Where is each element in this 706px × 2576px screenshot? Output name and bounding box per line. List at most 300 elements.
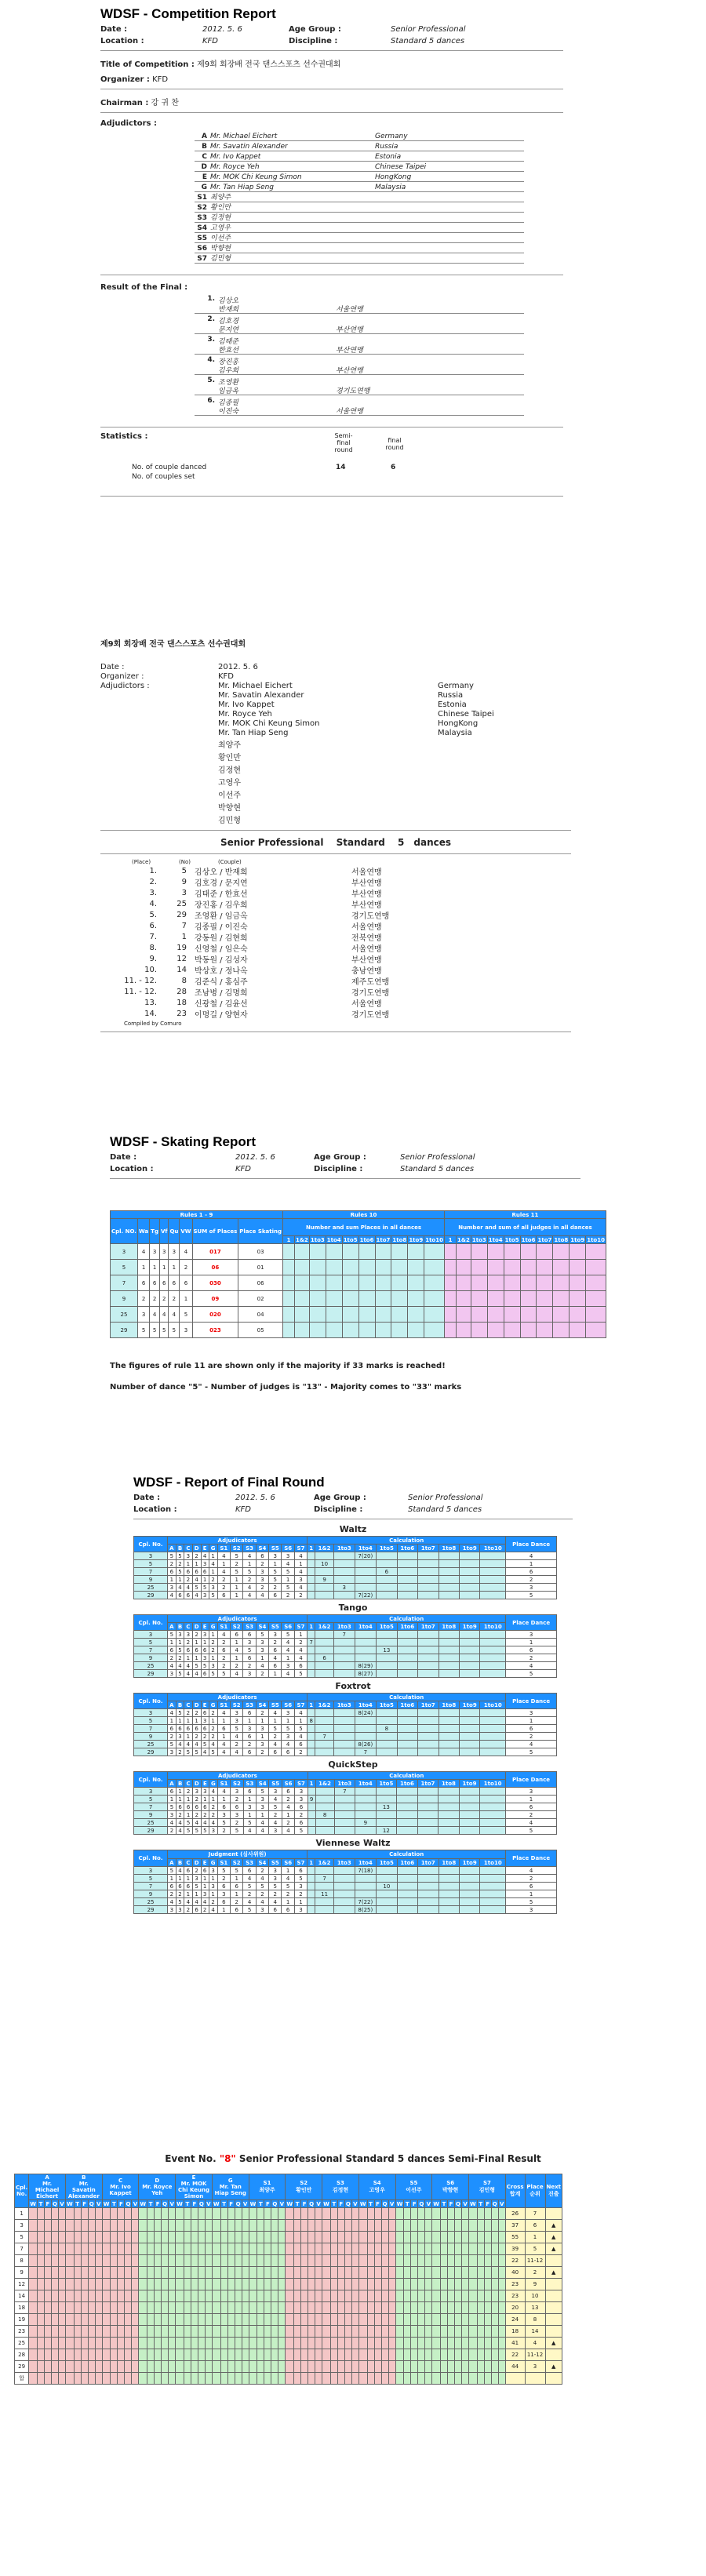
- semi-mark-cell: [155, 2361, 162, 2373]
- semi-mark-cell: [74, 2243, 81, 2255]
- dance-h-calc-col: 1: [308, 1623, 315, 1631]
- summary-federation: 충남연맹: [351, 966, 382, 976]
- dance-mark: 6: [192, 1646, 201, 1654]
- adjudicator-list: [195, 131, 563, 264]
- dance-mark: 4: [294, 1584, 307, 1592]
- semi-mark-cell: [491, 2208, 498, 2220]
- dance-mark: 1: [176, 1717, 184, 1725]
- dance-mark: 1: [192, 1560, 201, 1568]
- dance-mark: 1: [168, 1639, 176, 1646]
- dance-mark: 4: [168, 1898, 176, 1906]
- dance-calc: [439, 1788, 460, 1796]
- dance-mark: 2: [217, 1827, 230, 1835]
- dance-h-judge: S5: [269, 1545, 282, 1552]
- semi-mark-cell: [374, 2232, 381, 2243]
- semi-mark-cell: [271, 2349, 278, 2361]
- adjudicator-country: Malaysia: [375, 184, 406, 191]
- dance-mark: 1: [168, 1796, 176, 1803]
- semi-mark-cell: [37, 2314, 44, 2326]
- dance-calc: [397, 1867, 417, 1875]
- semi-mark-cell: [125, 2314, 132, 2326]
- dance-calc: 7(22): [355, 1898, 377, 1906]
- semi-mark-cell: [381, 2349, 388, 2361]
- dance-calc: [480, 1709, 506, 1717]
- semi-mark-cell: [147, 2338, 155, 2349]
- dance-h-calc-col: 1to9: [459, 1780, 480, 1788]
- dance-mark: 1: [282, 1576, 294, 1584]
- dance-mark: 6: [269, 1592, 282, 1599]
- sk-dance-place: 4: [180, 1244, 192, 1260]
- semi-mark-cell: [278, 2232, 286, 2243]
- semi-mark-cell: [264, 2243, 271, 2255]
- dance-mark: 5: [294, 1875, 307, 1883]
- semi-mark-cell: [344, 2338, 351, 2349]
- semi-mark-cell: [212, 2220, 220, 2232]
- semi-total: 26: [505, 2208, 525, 2220]
- semi-mark-cell: [498, 2326, 505, 2338]
- dance-calc: [439, 1898, 459, 1906]
- sk-r10-cell: [375, 1291, 391, 1307]
- dance-calc: [355, 1883, 377, 1890]
- semi-mark-cell: [51, 2349, 58, 2361]
- dance-mark: 3: [256, 1639, 268, 1646]
- dance-h-calc: Calculation: [308, 1615, 506, 1623]
- dance-calc: [308, 1670, 315, 1678]
- semi-mark-cell: [88, 2208, 95, 2220]
- dance-h-judge: C: [184, 1623, 192, 1631]
- dance-mark: 1: [176, 1639, 184, 1646]
- semi-mark-cell: [381, 2208, 388, 2220]
- semi-mark-cell: [58, 2243, 65, 2255]
- sk-r11-cell: [471, 1323, 487, 1338]
- sk-h-col: 1to8: [392, 1236, 407, 1243]
- dance-mark: 2: [256, 1560, 268, 1568]
- semi-mark-cell: [484, 2220, 491, 2232]
- adjudicator-country: Estonia: [375, 153, 402, 161]
- semi-mark-cell: [212, 2255, 220, 2267]
- semi-mark-cell: [205, 2361, 212, 2373]
- semi-h-dance: F: [374, 2200, 381, 2208]
- sk-r10-cell: [408, 1260, 424, 1275]
- dance-calc: 7: [355, 1748, 377, 1756]
- summary-number: 8: [181, 976, 187, 985]
- semi-footer-cell: [191, 2373, 198, 2385]
- dance-mark: 6: [201, 1568, 209, 1576]
- dance-mark: 2: [217, 1576, 230, 1584]
- dance-calc: [315, 1819, 334, 1827]
- dance-place: 2: [505, 1811, 556, 1819]
- adjudicator-name: Mr. Savatin Alexander: [210, 143, 288, 151]
- dance-calc: 7(22): [355, 1592, 377, 1599]
- semi-mark-cell: [498, 2232, 505, 2243]
- semi-mark-cell: [147, 2232, 155, 2243]
- semi-mark-cell: [81, 2349, 88, 2361]
- dance-cpl: 5: [134, 1875, 168, 1883]
- semi-mark-cell: [484, 2232, 491, 2243]
- semi-mark-cell: [301, 2302, 308, 2314]
- sk-r11-cell: [586, 1291, 606, 1307]
- dance-h-judge: S2: [231, 1623, 243, 1631]
- semi-mark-cell: [95, 2243, 102, 2255]
- dance-calc: [308, 1883, 315, 1890]
- semi-mark-cell: [484, 2314, 491, 2326]
- dance-mark: 4: [176, 1867, 184, 1875]
- col-no: (No): [179, 859, 191, 865]
- sk-r11-cell: [537, 1307, 553, 1323]
- semi-mark-cell: [220, 2338, 227, 2349]
- dance-mark: 3: [282, 1662, 294, 1670]
- semi-mark-cell: [301, 2279, 308, 2290]
- summary-adj-country: [438, 738, 555, 750]
- dance-mark: 4: [256, 1592, 268, 1599]
- final-result-list: [195, 295, 563, 416]
- semi-footer-cell: [29, 2373, 38, 2385]
- dance-title: QuickStep: [328, 1759, 378, 1770]
- final-round-title: WDSF - Report of Final Round: [133, 1475, 325, 1490]
- semi-mark-cell: [220, 2255, 227, 2267]
- sk-r11-cell: [553, 1323, 570, 1338]
- semi-footer-cell: [125, 2373, 132, 2385]
- semi-mark-cell: [484, 2243, 491, 2255]
- dance-mark: 4: [184, 1898, 192, 1906]
- semi-total: 22: [505, 2255, 525, 2267]
- sk-row: [111, 1260, 606, 1275]
- dance-calc: [377, 1639, 397, 1646]
- dance-calc: [459, 1796, 480, 1803]
- summary-couple: 박상호 / 정나옥: [195, 966, 248, 976]
- semi-judge-name: Mr. Ivo Kappet: [109, 2184, 132, 2196]
- semi-mark-cell: [418, 2326, 425, 2338]
- dance-mark: 3: [295, 1788, 308, 1796]
- semi-row: [15, 2243, 562, 2255]
- adjudicator-country: Russia: [375, 143, 398, 151]
- semi-mark-cell: [301, 2255, 308, 2267]
- semi-mark-cell: [212, 2267, 220, 2279]
- title-comp-label: Title of Competition :: [100, 60, 195, 69]
- semi-mark-cell: [37, 2302, 44, 2314]
- semi-mark-cell: [147, 2243, 155, 2255]
- semi-mark-cell: [278, 2290, 286, 2302]
- dance-mark: 4: [209, 1906, 217, 1914]
- dance-row: [134, 1568, 557, 1576]
- summary-couple: 강동원 / 김현희: [195, 933, 248, 943]
- semi-mark-cell: [498, 2338, 505, 2349]
- sk-h-dance: Wa: [137, 1219, 149, 1244]
- dance-mark: 3: [269, 1867, 282, 1875]
- dance-mark: 3: [257, 1803, 269, 1811]
- sk-h-col: 1to8: [554, 1236, 569, 1243]
- dance-mark: 5: [168, 1552, 176, 1560]
- sk-h-r10sub: Number and sum Places in all dances: [283, 1219, 445, 1236]
- dance-place: 3: [506, 1584, 557, 1592]
- semi-mark-cell: [301, 2314, 308, 2326]
- semi-mark-cell: [162, 2220, 169, 2232]
- dance-h-calc-col: 1to3: [334, 1545, 355, 1552]
- semi-mark-cell: [477, 2290, 484, 2302]
- dance-mark: 3: [256, 1725, 268, 1733]
- semi-mark-cell: [498, 2361, 505, 2373]
- summary-place: 3.: [149, 888, 157, 897]
- dance-mark: 4: [231, 1670, 243, 1678]
- dance-calc: 10: [315, 1560, 334, 1568]
- dance-mark: 5: [282, 1584, 294, 1592]
- semi-mark-cell: [411, 2255, 418, 2267]
- sk-r11-cell: [504, 1323, 520, 1338]
- dance-h-judge: C: [184, 1545, 192, 1552]
- dance-calc: [397, 1796, 418, 1803]
- semi-mark-cell: [176, 2220, 184, 2232]
- dance-mark: 5: [269, 1576, 282, 1584]
- semi-mark-cell: [235, 2255, 242, 2267]
- sk-r10-cell: [283, 1291, 295, 1307]
- semi-mark-cell: [404, 2232, 411, 2243]
- dance-calc: 13: [376, 1803, 397, 1811]
- dance-calc: [308, 1592, 315, 1599]
- semi-mark-cell: [235, 2361, 242, 2373]
- dance-row: [134, 1639, 557, 1646]
- semi-h-dance: W: [213, 2200, 220, 2207]
- semi-mark-cell: [374, 2349, 381, 2361]
- dance-mark: 2: [269, 1890, 282, 1898]
- sk-r10-cell: [391, 1323, 408, 1338]
- semi-mark-cell: [484, 2302, 491, 2314]
- dance-mark: 4: [294, 1709, 307, 1717]
- semi-place: 6: [525, 2220, 545, 2232]
- dance-calc: [308, 1803, 315, 1811]
- semi-mark-cell: [308, 2243, 315, 2255]
- semi-mark-cell: [286, 2326, 294, 2338]
- dance-h-calc-col: 1to3: [334, 1859, 355, 1867]
- semi-mark-cell: [330, 2338, 337, 2349]
- semi-mark-cell: [351, 2279, 358, 2290]
- summary-federation: 서울연맹: [351, 922, 382, 932]
- semi-mark-cell: [169, 2361, 176, 2373]
- dance-h-judge: D: [192, 1859, 201, 1867]
- semi-mark-cell: [162, 2361, 169, 2373]
- dance-mark: 1: [231, 1875, 243, 1883]
- dance-place: 6: [506, 1883, 557, 1890]
- sk-r11-cell: [570, 1323, 586, 1338]
- semi-mark-cell: [242, 2208, 249, 2220]
- dance-h-judge: S5: [269, 1701, 282, 1709]
- sk-r11-cell: [504, 1275, 520, 1291]
- semi-mark-cell: [29, 2361, 38, 2373]
- semi-mark-cell: [29, 2314, 38, 2326]
- dance-h-calc-col: 1to6: [397, 1701, 417, 1709]
- semi-mark-cell: [425, 2361, 432, 2373]
- adjudicator-name: Mr. Tan Hiap Seng: [210, 184, 275, 191]
- semi-mark-cell: [74, 2326, 81, 2338]
- semi-mark-cell: [205, 2314, 212, 2326]
- dance-cpl: 29: [134, 1906, 168, 1914]
- semi-mark-cell: [198, 2338, 205, 2349]
- semi-mark-cell: [29, 2349, 38, 2361]
- semi-mark-cell: [155, 2208, 162, 2220]
- semi-mark-cell: [176, 2349, 184, 2361]
- dance-mark: 4: [294, 1654, 307, 1662]
- semi-mark-cell: [351, 2338, 358, 2349]
- sk-r10-cell: [391, 1291, 408, 1307]
- semi-mark-cell: [242, 2349, 249, 2361]
- dance-mark: 2: [184, 1788, 192, 1796]
- sk-r10-cell: [358, 1323, 375, 1338]
- summary-couple: 조남병 / 김명희: [195, 988, 248, 998]
- summary-date-label: Date :: [100, 663, 125, 671]
- statistics-block: [100, 432, 563, 491]
- semi-mark-cell: [322, 2267, 331, 2279]
- summary-place: 8.: [149, 943, 157, 952]
- semi-mark-cell: [455, 2326, 462, 2338]
- adjudicator-letter: S4: [197, 224, 207, 232]
- semi-footer-cell: [264, 2373, 271, 2385]
- dance-mark: 2: [243, 1662, 256, 1670]
- dance-calc: [418, 1883, 439, 1890]
- dance-calc: [355, 1725, 377, 1733]
- semi-mark-cell: [337, 2314, 344, 2326]
- dance-calc: [459, 1788, 480, 1796]
- dance-mark: 6: [243, 1748, 256, 1756]
- semi-mark-cell: [132, 2208, 139, 2220]
- dance-h-judge: S3: [243, 1701, 256, 1709]
- sk-h-col: 1to5: [343, 1236, 358, 1243]
- semi-footer-row: [15, 2373, 562, 2385]
- semi-mark-cell: [264, 2220, 271, 2232]
- semi-row: [15, 2314, 562, 2326]
- semi-mark-cell: [95, 2208, 102, 2220]
- semi-mark-cell: [155, 2220, 162, 2232]
- semi-header-row-1: [15, 2174, 562, 2200]
- semi-footer-cell: [315, 2373, 322, 2385]
- dance-calc: [315, 1568, 334, 1576]
- dance-mark: 5: [269, 1568, 282, 1576]
- semi-mark-cell: [111, 2314, 118, 2326]
- summary-place: 10.: [144, 965, 157, 974]
- dance-mark: 2: [176, 1654, 184, 1662]
- final-place: 1.: [207, 295, 215, 303]
- dance-calc: [460, 1639, 480, 1646]
- dance-calc: [480, 1898, 506, 1906]
- semi-total: 24: [505, 2314, 525, 2326]
- semi-mark-cell: [74, 2302, 81, 2314]
- semi-mark-cell: [44, 2243, 51, 2255]
- semi-mark-cell: [294, 2208, 301, 2220]
- semi-h-dance: F: [411, 2200, 418, 2208]
- summary-number: 3: [181, 888, 187, 897]
- semi-mark-cell: [388, 2279, 395, 2290]
- summary-heading: Senior Professional Standard 5 dances: [220, 837, 452, 848]
- dance-mark: 1: [192, 1654, 201, 1662]
- dance-h-judge: S2: [231, 1701, 243, 1709]
- dance-calc: [308, 1725, 315, 1733]
- semi-mark-cell: [462, 2208, 469, 2220]
- semi-mark-cell: [111, 2279, 118, 2290]
- semi-mark-cell: [51, 2267, 58, 2279]
- summary-adj-name: Mr. Savatin Alexander: [218, 691, 304, 700]
- semi-mark-cell: [235, 2349, 242, 2361]
- semi-mark-cell: [432, 2302, 441, 2314]
- summary-number: 7: [181, 921, 187, 930]
- dance-row: [134, 1875, 557, 1883]
- semi-cpl: 9: [15, 2267, 29, 2279]
- dance-mark: 4: [256, 1875, 268, 1883]
- dance-h-judge: S5: [269, 1623, 282, 1631]
- dance-mark: 3: [256, 1906, 268, 1914]
- semi-footer-cell: [81, 2373, 88, 2385]
- semi-mark-cell: [147, 2279, 155, 2290]
- semi-mark-cell: [271, 2267, 278, 2279]
- semi-h-dance: W: [323, 2200, 329, 2207]
- semi-footer-cell: [51, 2373, 58, 2385]
- dance-mark: 5: [243, 1646, 256, 1654]
- dance-calc: [315, 1584, 334, 1592]
- dance-mark: 4: [168, 1662, 176, 1670]
- adjudicator-name: 최양주: [210, 194, 231, 202]
- semi-mark-cell: [337, 2290, 344, 2302]
- dance-mark: 3: [201, 1631, 209, 1639]
- semi-mark-cell: [344, 2326, 351, 2338]
- dance-calc: 8(27): [355, 1670, 377, 1678]
- sk-r10-cell: [342, 1260, 358, 1275]
- semi-mark-cell: [235, 2290, 242, 2302]
- final-round-report: [0, 1475, 706, 1914]
- semi-footer-cell: [455, 2373, 462, 2385]
- dance-mark: 4: [168, 1592, 176, 1599]
- sk-r10-cell: [295, 1323, 310, 1338]
- sk-r11-cell: [471, 1260, 487, 1275]
- dance-calc: [355, 1568, 377, 1576]
- dance-title: Tango: [338, 1603, 368, 1613]
- sk-r10-cell: [358, 1260, 375, 1275]
- dance-calc: [418, 1568, 439, 1576]
- semi-mark-cell: [29, 2302, 38, 2314]
- sk-sum: 017: [192, 1244, 238, 1260]
- semi-mark-cell: [344, 2267, 351, 2279]
- disc-value: Standard 5 dances: [391, 37, 465, 45]
- sk-r10-cell: [408, 1323, 424, 1338]
- semi-mark-cell: [322, 2290, 331, 2302]
- dance-place: 5: [506, 1592, 557, 1599]
- semi-mark-cell: [111, 2326, 118, 2338]
- semi-mark-cell: [111, 2338, 118, 2349]
- dance-calc: [334, 1725, 355, 1733]
- semi-mark-cell: [95, 2361, 102, 2373]
- semi-mark-cell: [235, 2232, 242, 2243]
- semi-mark-cell: [139, 2267, 147, 2279]
- semi-footer-cell: [388, 2373, 395, 2385]
- dance-place: 2: [506, 1875, 557, 1883]
- semi-mark-cell: [278, 2338, 286, 2349]
- sk-r11-cell: [586, 1307, 606, 1323]
- dance-mark: 2: [209, 1639, 217, 1646]
- semi-mark-cell: [51, 2255, 58, 2267]
- final-leader: 김상오: [218, 297, 239, 305]
- sk-r11-cell: [570, 1275, 586, 1291]
- semi-h-dance: W: [470, 2200, 476, 2207]
- semi-mark-cell: [286, 2314, 294, 2326]
- dance-h-judge: S2: [231, 1545, 243, 1552]
- skating-table: [110, 1210, 606, 1338]
- semi-title-post: Senior Professional Standard 5 dances Semi-Final Result: [235, 2153, 541, 2164]
- dance-h-calc: Calculation: [308, 1694, 506, 1701]
- final-place: 6.: [207, 397, 215, 405]
- semi-mark-cell: [118, 2349, 125, 2361]
- summary-couple: 신광철 / 김윤선: [195, 999, 248, 1009]
- summary-place: 1.: [149, 866, 157, 875]
- dance-cpl: 29: [134, 1670, 168, 1678]
- dance-mark: 2: [192, 1631, 201, 1639]
- dance-calc: [480, 1639, 506, 1646]
- dance-mark: 5: [176, 1670, 184, 1678]
